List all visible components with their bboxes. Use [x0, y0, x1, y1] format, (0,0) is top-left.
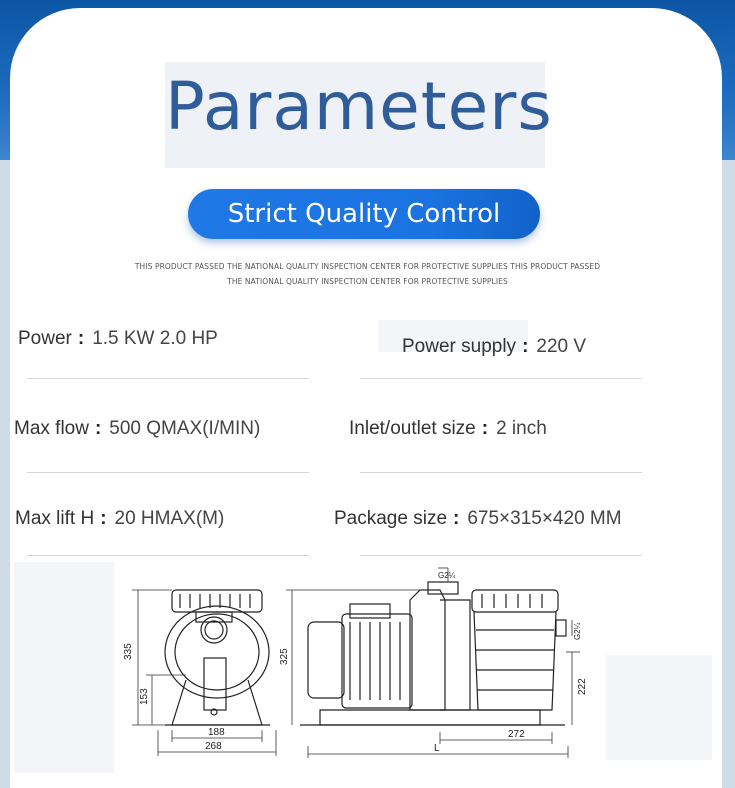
spec-separator: :: [522, 336, 529, 357]
dim-label-thread-side: G2¼: [573, 622, 582, 640]
spec-label: Max flow: [14, 418, 89, 439]
dim-label-325: 325: [279, 648, 290, 665]
spec-inlet-outlet: [349, 418, 547, 440]
inspection-notice-line2: THE NATIONAL QUALITY INSPECTION CENTER FOR PROTECTIVE SUPPLIES: [227, 277, 508, 286]
divider: [360, 555, 642, 556]
divider: [27, 555, 309, 556]
spec-label: Power supply: [402, 336, 517, 357]
dim-label-268: 268: [205, 741, 222, 752]
dim-label-335: 335: [123, 643, 134, 660]
spec-separator: :: [481, 418, 489, 439]
spec-separator: :: [77, 328, 85, 349]
spec-value: 2 inch: [496, 418, 547, 439]
divider: [360, 472, 642, 473]
divider: [27, 378, 309, 379]
pump-side-view: [300, 582, 566, 725]
pump-front-view: [165, 590, 270, 725]
page-title: Parameters: [165, 62, 545, 168]
spec-value: 675×315×420 MM: [467, 508, 622, 529]
dim-label-153: 153: [139, 688, 150, 705]
dim-label-272: 272: [508, 729, 525, 740]
spec-separator: :: [94, 418, 102, 439]
spec-label: Max lift H: [15, 508, 95, 529]
spec-power-supply: [402, 336, 586, 358]
pump-drawing-svg: [0, 560, 735, 773]
dim-label-222: 222: [577, 678, 588, 695]
spec-max-lift: [15, 508, 224, 530]
spec-power: [18, 328, 218, 350]
dim-label-thread-top: G2¼: [438, 571, 456, 580]
pump-technical-drawing: [0, 560, 735, 773]
spec-package-size: [334, 508, 622, 530]
spec-value: 20 HMAX(M): [114, 508, 225, 529]
spec-separator: :: [453, 508, 460, 529]
spec-label: Package size: [334, 508, 448, 529]
inspection-notice-line1: THIS PRODUCT PASSED THE NATIONAL QUALITY INSPECTION CENTER FOR PROTECTIVE SUPPLIES THIS PRODUCT PASSED: [134, 262, 601, 271]
dim-label-188: 188: [208, 727, 225, 738]
quality-badge: Strict Quality Control: [188, 189, 540, 239]
dim-label-length: L: [434, 743, 440, 754]
divider: [27, 472, 309, 473]
spec-label: Inlet/outlet size: [349, 418, 476, 439]
divider: [360, 378, 642, 379]
spec-value: 1.5 KW 2.0 HP: [92, 328, 218, 349]
spec-value: 220 V: [536, 336, 587, 357]
spec-value: 500 QMAX(I/MIN): [109, 418, 261, 439]
spec-separator: :: [100, 508, 107, 529]
spec-max-flow: [14, 418, 260, 440]
spec-label: Power: [18, 328, 72, 349]
